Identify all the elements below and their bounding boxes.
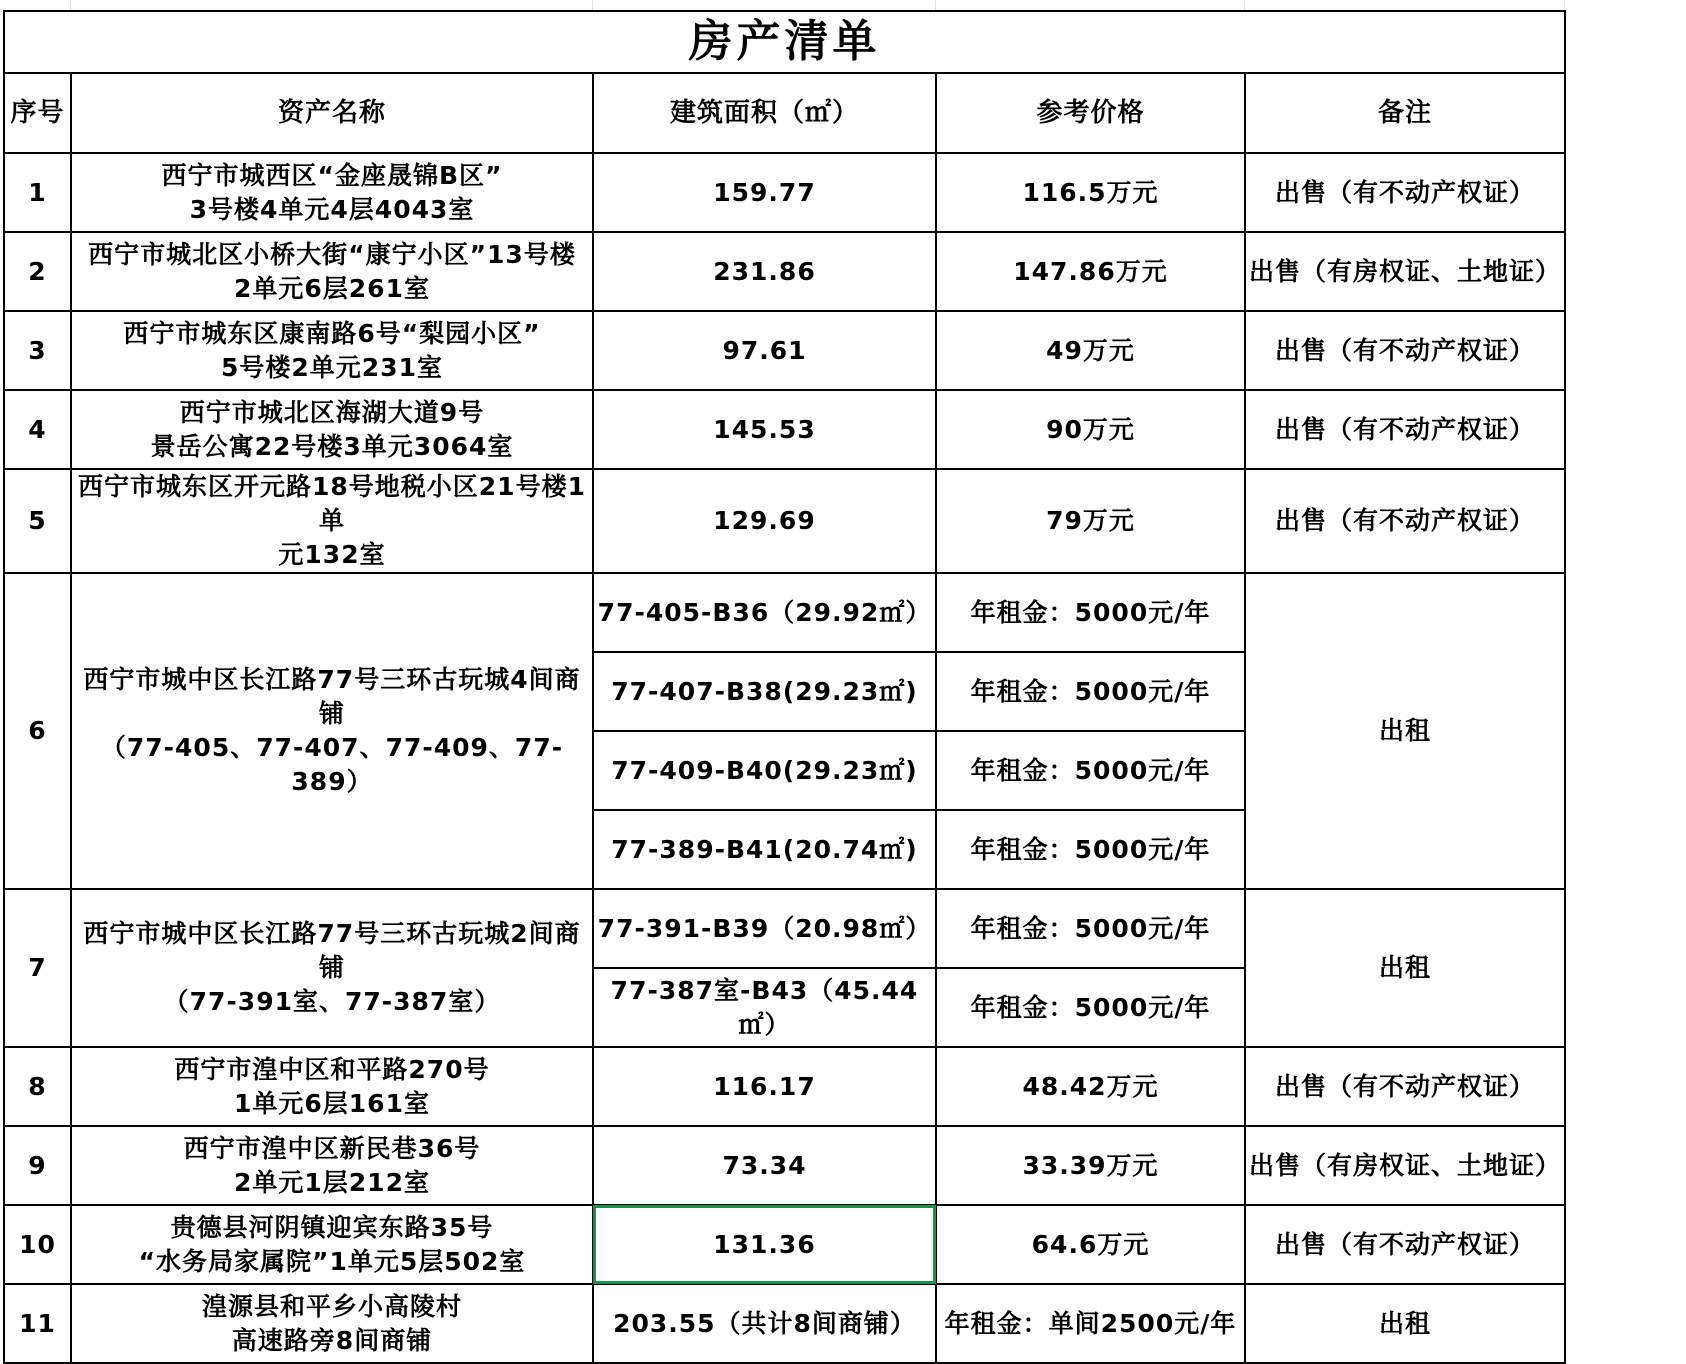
row-name[interactable] <box>71 573 593 889</box>
unit-price[interactable]: 年租金：5000元/年 <box>936 889 1245 968</box>
header-remark[interactable]: 备注 <box>1245 73 1565 153</box>
header-index[interactable]: 序号 <box>4 73 71 153</box>
unit-price[interactable]: 年租金：5000元/年 <box>936 731 1245 810</box>
row-price[interactable]: 116.5万元 <box>936 153 1245 232</box>
row-name[interactable] <box>71 311 593 390</box>
name-line-2: 元132室 <box>278 540 386 569</box>
row-area[interactable]: 145.53 <box>593 390 936 469</box>
row-index[interactable]: 8 <box>4 1047 71 1126</box>
table-row <box>4 1047 1686 1126</box>
header-name[interactable]: 资产名称 <box>71 73 593 153</box>
unit-area[interactable]: 77-389-B41(20.74㎡) <box>593 810 936 889</box>
unit-area[interactable]: 77-405-B36（29.92㎡） <box>593 573 936 652</box>
unit-price[interactable]: 年租金：5000元/年 <box>936 968 1245 1047</box>
name-line-1: 西宁市城北区小桥大街“康宁小区”13号楼 <box>88 239 576 269</box>
unit-price[interactable]: 年租金：5000元/年 <box>936 810 1245 889</box>
name-line-1: 西宁市城西区“金座晟锦B区” <box>161 160 503 190</box>
name-line-2: “水务局家属院”1单元5层502室 <box>138 1246 526 1276</box>
row-name[interactable] <box>71 1205 593 1284</box>
empty-cell[interactable] <box>1565 1205 1686 1284</box>
name-line-1: 贵德县河阴镇迎宾东路35号 <box>170 1212 494 1242</box>
row-remark[interactable]: 出售（有房权证、土地证） <box>1245 1126 1565 1205</box>
empty-cell[interactable] <box>1565 1047 1686 1126</box>
name-line-1: 西宁市湟中区新民巷36号 <box>183 1133 481 1163</box>
header-price[interactable]: 参考价格 <box>936 73 1245 153</box>
name-line-2: （77-405、77-407、77-409、77-389） <box>100 733 564 796</box>
unit-area[interactable]: 77-407-B38(29.23㎡) <box>593 652 936 731</box>
name-line-1: 西宁市城东区康南路6号“梨园小区” <box>123 318 541 348</box>
empty-cell[interactable] <box>1565 731 1686 810</box>
row-area[interactable]: 159.77 <box>593 153 936 232</box>
row-name[interactable] <box>71 1126 593 1205</box>
table-row <box>4 390 1686 469</box>
name-line-1: 西宁市湟中区和平路270号 <box>174 1054 490 1084</box>
table-row <box>4 311 1686 390</box>
name-line-1: 西宁市城中区长江路77号三环古玩城2间商铺 <box>83 919 581 982</box>
unit-price[interactable]: 年租金：5000元/年 <box>936 573 1245 652</box>
row-price[interactable]: 64.6万元 <box>936 1205 1245 1284</box>
table-row <box>4 573 1686 652</box>
row-remark[interactable]: 出租 <box>1245 889 1565 1047</box>
empty-cell[interactable] <box>1565 153 1686 232</box>
row-name[interactable] <box>71 469 593 573</box>
row-index[interactable]: 5 <box>4 469 71 573</box>
table-row <box>4 153 1686 232</box>
row-index[interactable]: 11 <box>4 1284 71 1363</box>
property-list-table <box>3 10 1686 1364</box>
gridlines <box>0 0 1686 10</box>
name-line-2: 高速路旁8间商铺 <box>231 1325 433 1355</box>
row-remark[interactable]: 出售（有房权证、土地证） <box>1245 232 1565 311</box>
row-name[interactable] <box>71 889 593 1047</box>
row-price[interactable]: 33.39万元 <box>936 1126 1245 1205</box>
name-line-1: 西宁市城东区开元路18号地税小区21号楼1单 <box>78 472 586 535</box>
table-row <box>4 469 1686 573</box>
empty-cell[interactable] <box>1565 1284 1686 1363</box>
row-area[interactable]: 97.61 <box>593 311 936 390</box>
row-index[interactable]: 4 <box>4 390 71 469</box>
title-row <box>4 11 1686 73</box>
name-line-2: 5号楼2单元231室 <box>221 352 443 382</box>
row-price[interactable]: 79万元 <box>936 469 1245 573</box>
row-index[interactable]: 2 <box>4 232 71 311</box>
row-price[interactable]: 年租金：单间2500元/年 <box>936 1284 1245 1363</box>
unit-area[interactable]: 77-387室-B43（45.44㎡） <box>593 968 936 1047</box>
row-index[interactable]: 7 <box>4 889 71 1047</box>
header-area[interactable]: 建筑面积（㎡） <box>593 73 936 153</box>
row-remark[interactable]: 出售（有不动产权证） <box>1245 153 1565 232</box>
row-price[interactable]: 48.42万元 <box>936 1047 1245 1126</box>
empty-cell[interactable] <box>1565 652 1686 731</box>
table-row <box>4 889 1686 968</box>
empty-cell[interactable] <box>1565 11 1686 73</box>
empty-cell[interactable] <box>1565 73 1686 153</box>
row-price[interactable]: 90万元 <box>936 390 1245 469</box>
row-remark[interactable]: 出售（有不动产权证） <box>1245 1205 1565 1284</box>
sheet-title[interactable]: 房产清单 <box>4 11 1565 73</box>
row-price[interactable]: 49万元 <box>936 311 1245 390</box>
empty-cell[interactable] <box>1565 810 1686 889</box>
row-name[interactable] <box>71 390 593 469</box>
row-area[interactable]: 129.69 <box>593 469 936 573</box>
empty-cell[interactable] <box>1565 469 1686 573</box>
name-line-2: （77-391室、77-387室） <box>163 987 501 1016</box>
name-line-2: 2单元1层212室 <box>234 1167 430 1197</box>
row-remark[interactable]: 出售（有不动产权证） <box>1245 1047 1565 1126</box>
row-remark[interactable]: 出售（有不动产权证） <box>1245 311 1565 390</box>
row-name[interactable] <box>71 232 593 311</box>
table-row <box>4 1284 1686 1363</box>
row-area[interactable]: 73.34 <box>593 1126 936 1205</box>
unit-price[interactable]: 年租金：5000元/年 <box>936 652 1245 731</box>
row-index[interactable]: 1 <box>4 153 71 232</box>
row-area[interactable]: 203.55（共计8间商铺） <box>593 1284 936 1363</box>
table-row <box>4 1126 1686 1205</box>
row-remark[interactable]: 出售（有不动产权证） <box>1245 469 1565 573</box>
empty-cell[interactable] <box>1565 232 1686 311</box>
empty-cell[interactable] <box>1565 311 1686 390</box>
empty-cell[interactable] <box>1565 573 1686 652</box>
name-line-1: 湟源县和平乡小高陵村 <box>201 1291 462 1321</box>
row-area-selected-cell[interactable]: 131.36 <box>593 1205 936 1284</box>
row-area[interactable]: 116.17 <box>593 1047 936 1126</box>
name-line-1: 西宁市城北区海湖大道9号 <box>179 397 485 427</box>
row-remark[interactable]: 出租 <box>1245 1284 1565 1363</box>
header-row <box>4 73 1686 153</box>
unit-area[interactable]: 77-391-B39（20.98㎡） <box>593 889 936 968</box>
name-line-2: 2单元6层261室 <box>234 273 430 303</box>
row-name[interactable] <box>71 1047 593 1126</box>
table-row <box>4 232 1686 311</box>
row-index[interactable]: 6 <box>4 573 71 889</box>
row-index[interactable]: 9 <box>4 1126 71 1205</box>
name-line-2: 1单元6层161室 <box>234 1088 430 1118</box>
row-price[interactable]: 147.86万元 <box>936 232 1245 311</box>
empty-cell[interactable] <box>1565 390 1686 469</box>
row-remark[interactable]: 出租 <box>1245 573 1565 889</box>
table-row <box>4 1205 1686 1284</box>
name-line-1: 西宁市城中区长江路77号三环古玩城4间商铺 <box>83 665 581 728</box>
row-remark[interactable]: 出售（有不动产权证） <box>1245 390 1565 469</box>
row-name[interactable] <box>71 1284 593 1363</box>
name-line-2: 景岳公寓22号楼3单元3064室 <box>150 431 514 461</box>
row-index[interactable]: 3 <box>4 311 71 390</box>
empty-cell[interactable] <box>1565 889 1686 968</box>
empty-cell[interactable] <box>1565 1126 1686 1205</box>
unit-area[interactable]: 77-409-B40(29.23㎡) <box>593 731 936 810</box>
row-index[interactable]: 10 <box>4 1205 71 1284</box>
row-area[interactable]: 231.86 <box>593 232 936 311</box>
empty-cell[interactable] <box>1565 968 1686 1047</box>
row-name[interactable] <box>71 153 593 232</box>
name-line-2: 3号楼4单元4层4043室 <box>189 194 475 224</box>
